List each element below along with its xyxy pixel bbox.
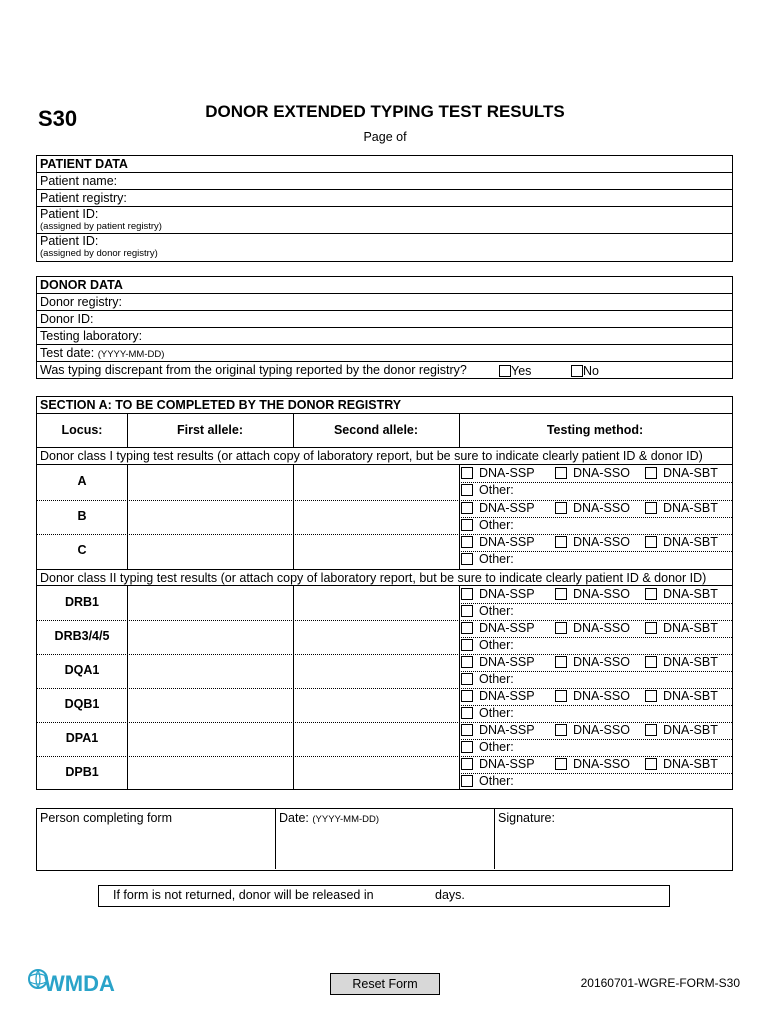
form-id: 20160701-WGRE-FORM-S30 [580,976,740,990]
testing-lab-label: Testing laboratory: [40,329,143,343]
section-a-header: SECTION A: TO BE COMPLETED BY THE DONOR REGISTRY [37,397,732,414]
method-options-row [461,500,718,515]
second-allele-input[interactable] [294,688,459,722]
sso-checkbox[interactable] [555,502,567,514]
method-other-row[interactable] [461,604,514,618]
no-checkbox[interactable] [571,365,583,377]
method-options-row [461,535,718,549]
sbt-checkbox[interactable] [645,622,657,634]
discrepancy-no-option[interactable] [571,363,599,379]
patient-data-header: PATIENT DATA [37,156,732,173]
method-sbt[interactable] [645,587,718,601]
patient-name-label: Patient name: [40,174,118,188]
class2-note: Donor class II typing test results (or attach copy of laboratory report, but be sure to indicate clearly patient ID & donor ID) [37,569,732,586]
method-options-row [461,466,718,480]
sso-checkbox[interactable] [555,724,567,736]
other-checkbox[interactable] [461,553,473,565]
sbt-checkbox[interactable] [645,502,657,514]
testing-lab-field[interactable] [37,328,732,345]
class1-rows [37,465,732,569]
method-options-row [461,655,718,669]
ssp-label: DNA-SSP [479,535,535,549]
other-label: Other: [479,740,514,754]
discrepancy-question: Was typing discrepant from the original typing reported by the donor registry? [40,363,467,377]
sso-checkbox[interactable] [555,467,567,479]
second-allele-input[interactable] [294,654,459,688]
method-other-row[interactable] [461,483,514,497]
other-label: Other: [479,604,514,618]
method-ssp[interactable] [461,723,535,737]
sbt-checkbox[interactable] [645,588,657,600]
section-a-box [36,396,733,790]
locus-label: A [77,474,87,489]
donor-id-field[interactable] [37,311,732,328]
sbt-checkbox[interactable] [645,656,657,668]
other-label: Other: [479,638,514,652]
method-sso[interactable] [555,501,630,515]
col-second-allele: Second allele: [333,423,419,437]
sbt-checkbox[interactable] [645,758,657,770]
signature-label: Signature: [498,811,555,825]
column-header-row [37,414,732,448]
method-sso[interactable] [555,723,630,737]
locus-label: DPA1 [65,731,99,745]
yes-checkbox[interactable] [499,365,511,377]
release-days-input[interactable] [385,887,431,905]
signature-field[interactable] [495,809,731,869]
sbt-checkbox[interactable] [645,467,657,479]
method-sso[interactable] [555,689,630,703]
method-other-row[interactable] [461,518,514,532]
method-sso[interactable] [555,757,630,771]
sso-label: DNA-SSO [573,535,630,549]
method-sso[interactable] [555,621,630,635]
sso-checkbox[interactable] [555,536,567,548]
method-sbt[interactable] [645,689,718,703]
first-allele-input[interactable] [128,756,293,790]
sbt-label: DNA-SBT [663,466,718,480]
sso-label: DNA-SSO [573,723,630,737]
method-sbt[interactable] [645,535,718,549]
method-sso[interactable] [555,587,630,601]
patient-registry-label: Patient registry: [40,191,127,205]
sso-label: DNA-SSO [573,655,630,669]
sbt-label: DNA-SBT [663,655,718,669]
ssp-label: DNA-SSP [479,655,535,669]
second-allele-input[interactable] [294,620,459,654]
patient-id-donor-field[interactable] [37,234,732,261]
ssp-checkbox[interactable] [461,724,473,736]
yes-label: Yes [511,364,532,378]
method-other-row[interactable] [461,740,514,754]
other-label: Other: [479,672,514,686]
first-allele-input[interactable] [128,465,293,500]
locus-label: DQB1 [64,697,100,711]
method-sbt[interactable] [645,757,718,771]
other-label: Other: [479,552,514,567]
ssp-checkbox[interactable] [461,467,473,479]
second-allele-input[interactable] [294,586,459,620]
method-ssp[interactable] [461,466,535,480]
first-allele-input[interactable] [128,620,293,654]
completion-date-field[interactable] [276,809,494,869]
second-allele-input[interactable] [294,465,459,500]
sso-checkbox[interactable] [555,758,567,770]
method-other-row[interactable] [461,638,514,652]
other-checkbox[interactable] [461,741,473,753]
sbt-label: DNA-SBT [663,757,718,771]
method-ssp[interactable] [461,757,535,771]
method-options-row [461,587,718,601]
sbt-label: DNA-SBT [663,689,718,703]
first-allele-input[interactable] [128,654,293,688]
test-date-field[interactable] [37,345,732,362]
donor-id-label: Donor ID: [40,312,94,326]
col-locus: Locus: [61,423,103,437]
ssp-label: DNA-SSP [479,757,535,771]
page-indicator: Page of [363,130,407,144]
patient-id-donor-note: (assigned by donor registry) [40,248,158,259]
method-sbt[interactable] [645,501,718,515]
wmda-logo-text: WMDA [44,971,115,996]
locus-label: B [77,508,87,523]
method-sbt[interactable] [645,723,718,737]
other-label: Other: [479,483,514,498]
patient-data-box [36,155,733,262]
sso-label: DNA-SSO [573,757,630,771]
method-options-row [461,757,718,771]
sbt-label: DNA-SBT [663,621,718,635]
reset-form-button[interactable]: Reset Form [330,973,440,995]
second-allele-input[interactable] [294,534,459,569]
sbt-label: DNA-SBT [663,500,718,515]
form-code: S30 [38,106,78,131]
other-checkbox[interactable] [461,775,473,787]
locus-label: DPB1 [65,765,99,779]
no-label: No [583,364,599,378]
donor-registry-field[interactable] [37,294,732,311]
method-sbt[interactable] [645,621,718,635]
patient-id-label: Patient ID: [40,207,99,221]
second-allele-input[interactable] [294,722,459,756]
completion-box [36,808,733,871]
form-title: DONOR EXTENDED TYPING TEST RESULTS [205,102,565,121]
test-date-label: Test date: [40,346,95,360]
col-testing-method: Testing method: [546,423,644,437]
ssp-checkbox[interactable] [461,536,473,548]
method-ssp[interactable] [461,689,535,703]
method-sso[interactable] [555,466,630,480]
method-sbt[interactable] [645,655,718,669]
person-completing-field[interactable] [37,809,274,869]
ssp-checkbox[interactable] [461,690,473,702]
method-sbt[interactable] [645,466,718,480]
sso-checkbox[interactable] [555,622,567,634]
release-notice-text: If form is not returned, donor will be released in [113,888,374,902]
ssp-label: DNA-SSP [479,500,535,515]
method-other-row[interactable] [461,552,514,566]
method-ssp[interactable] [461,655,535,669]
ssp-checkbox[interactable] [461,758,473,770]
discrepancy-yes-option[interactable] [499,363,531,379]
class2-rows [37,586,732,790]
first-allele-input[interactable] [128,534,293,569]
sbt-label: DNA-SBT [663,587,718,601]
second-allele-input[interactable] [294,756,459,790]
sso-checkbox[interactable] [555,656,567,668]
completion-date-format: (YYYY-MM-DD) [312,814,380,825]
sbt-checkbox[interactable] [645,536,657,548]
method-options-row [461,723,718,737]
method-options-row [461,689,718,703]
class1-note: Donor class I typing test results (or attach copy of laboratory report, but be sure to indicate clearly patient ID & donor ID) [37,448,732,465]
sbt-label: DNA-SBT [663,535,718,549]
sso-checkbox[interactable] [555,588,567,600]
donor-data-header: DONOR DATA [37,277,732,294]
first-allele-input[interactable] [128,500,293,535]
patient-id-note: (assigned by patient registry) [40,221,162,232]
locus-label: C [77,543,87,558]
method-ssp[interactable] [461,621,535,635]
sbt-label: DNA-SBT [663,723,718,737]
second-allele-input[interactable] [294,500,459,535]
other-checkbox[interactable] [461,484,473,496]
ssp-label: DNA-SSP [479,689,535,703]
patient-registry-field[interactable] [37,190,732,207]
other-checkbox[interactable] [461,605,473,617]
other-label: Other: [479,706,514,720]
patient-id-donor-label: Patient ID: [40,234,99,248]
locus-label: DRB1 [64,595,100,609]
sbt-checkbox[interactable] [645,690,657,702]
other-checkbox[interactable] [461,639,473,651]
sso-label: DNA-SSO [573,500,630,515]
other-checkbox[interactable] [461,519,473,531]
method-ssp[interactable] [461,587,535,601]
wmda-logo [26,963,121,1002]
other-label: Other: [479,774,514,788]
donor-data-box [36,276,733,379]
person-completing-label: Person completing form [40,811,173,825]
discrepancy-row [37,362,732,379]
first-allele-input[interactable] [128,722,293,756]
release-days-label: days. [435,888,465,902]
release-notice [98,885,670,907]
method-other-row[interactable] [461,706,514,720]
other-checkbox[interactable] [461,673,473,685]
sso-label: DNA-SSO [573,689,630,703]
locus-label: DQA1 [64,663,100,677]
method-options-row [461,621,718,635]
first-allele-input[interactable] [128,688,293,722]
ssp-label: DNA-SSP [479,466,535,480]
ssp-checkbox[interactable] [461,588,473,600]
sbt-checkbox[interactable] [645,724,657,736]
patient-id-field[interactable] [37,207,732,234]
donor-registry-label: Donor registry: [40,295,122,309]
ssp-checkbox[interactable] [461,656,473,668]
ssp-checkbox[interactable] [461,502,473,514]
completion-date-label: Date: [279,811,309,825]
method-other-row[interactable] [461,672,514,686]
ssp-label: DNA-SSP [479,621,535,635]
method-other-row[interactable] [461,774,514,788]
sso-checkbox[interactable] [555,690,567,702]
sso-label: DNA-SSO [573,466,630,480]
method-sso[interactable] [555,535,630,549]
other-label: Other: [479,517,514,532]
sso-label: DNA-SSO [573,587,630,601]
locus-label: DRB3/4/5 [54,629,110,643]
patient-name-field[interactable] [37,173,732,190]
ssp-label: DNA-SSP [479,587,535,601]
other-checkbox[interactable] [461,707,473,719]
ssp-checkbox[interactable] [461,622,473,634]
first-allele-input[interactable] [128,586,293,620]
method-ssp[interactable] [461,501,535,515]
sso-label: DNA-SSO [573,621,630,635]
test-date-format: (YYYY-MM-DD) [97,349,165,360]
ssp-label: DNA-SSP [479,723,535,737]
method-sso[interactable] [555,655,630,669]
method-ssp[interactable] [461,535,535,549]
col-first-allele: First allele: [177,423,243,437]
